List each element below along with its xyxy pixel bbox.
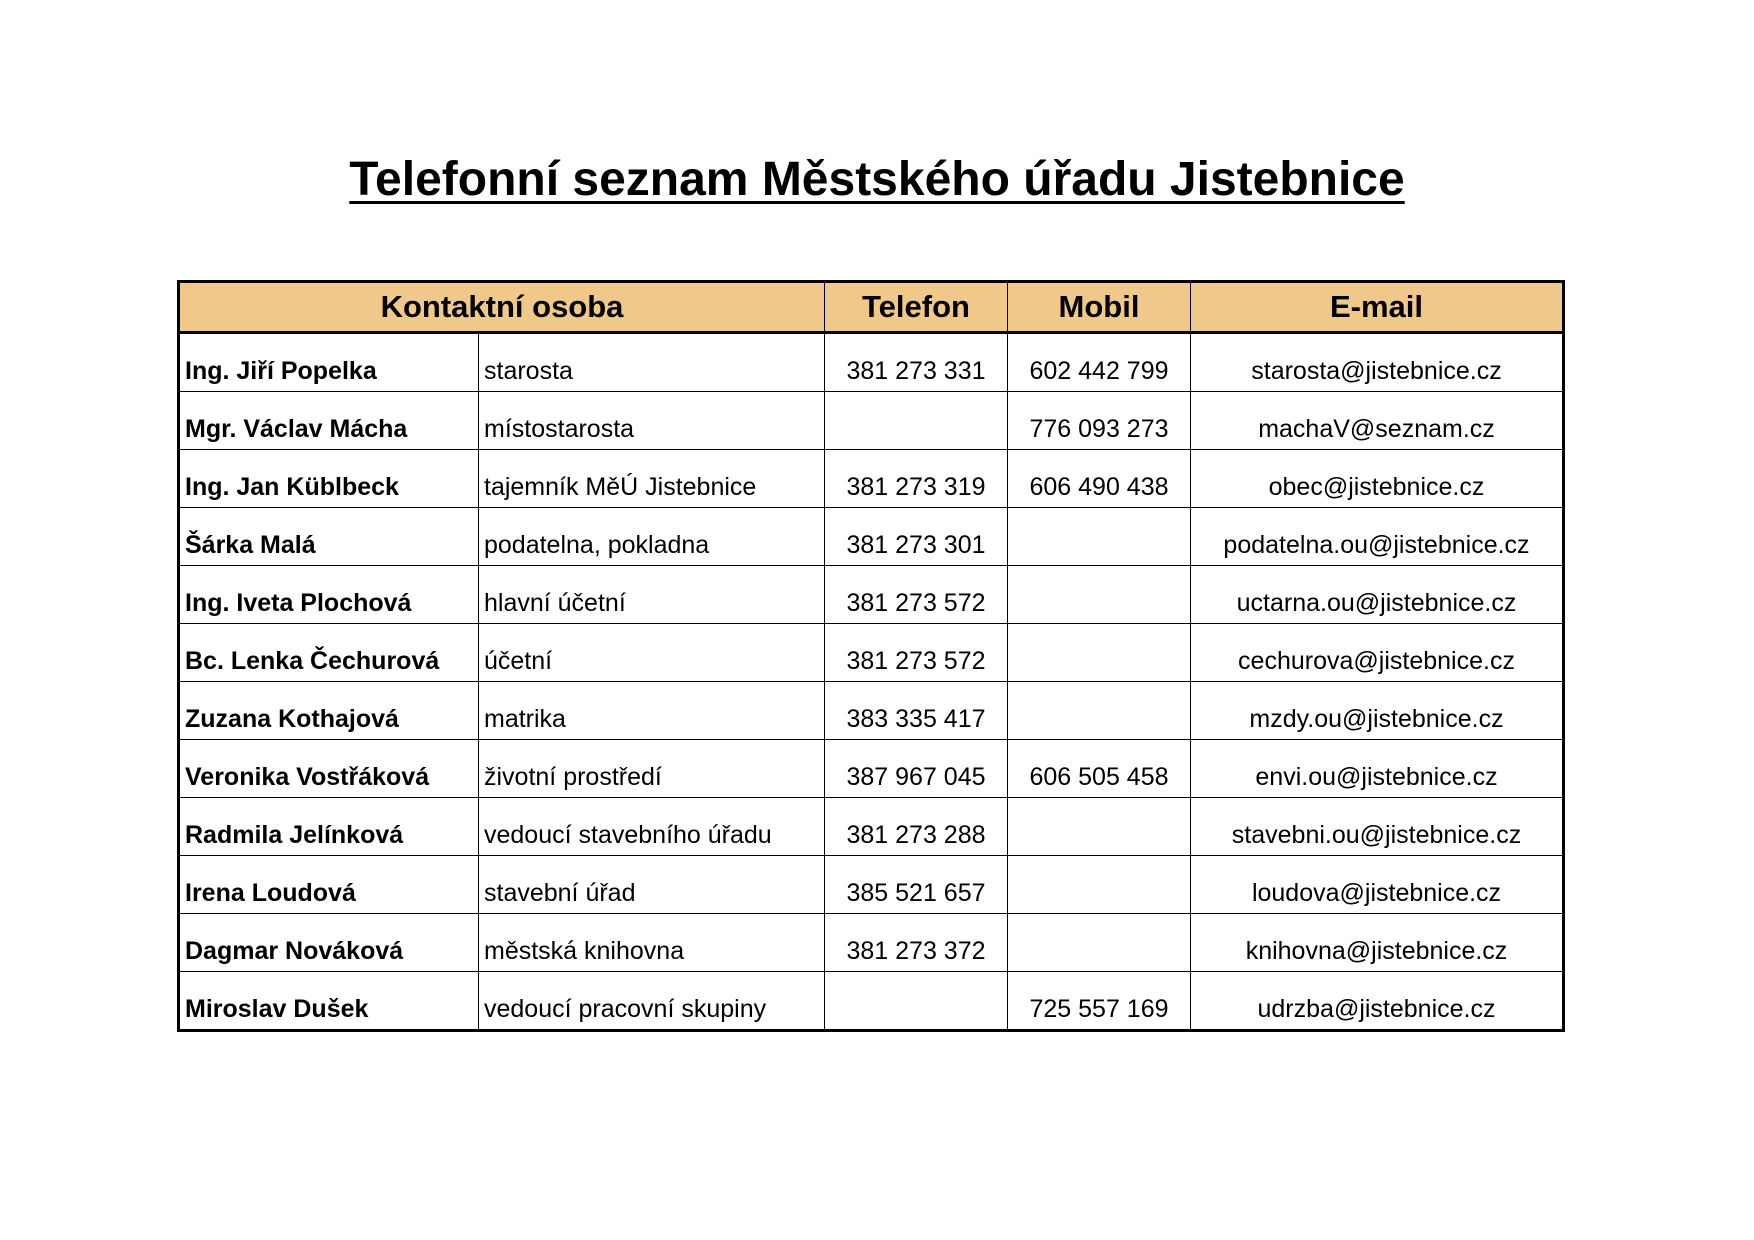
contact-role: účetní (479, 624, 825, 682)
contact-phone: 381 273 301 (825, 508, 1008, 566)
contact-name: Miroslav Dušek (179, 972, 479, 1031)
table-row (179, 740, 1564, 798)
contact-role: místostarosta (479, 392, 825, 450)
table-row (179, 914, 1564, 972)
contact-phone: 381 273 572 (825, 566, 1008, 624)
contact-mobile (1008, 798, 1191, 856)
contact-phone: 381 273 319 (825, 450, 1008, 508)
contact-email: knihovna@jistebnice.cz (1191, 914, 1564, 972)
contact-role: životní prostředí (479, 740, 825, 798)
contact-phone: 381 273 288 (825, 798, 1008, 856)
contact-email: cechurova@jistebnice.cz (1191, 624, 1564, 682)
table-row (179, 624, 1564, 682)
page-title (0, 150, 1754, 210)
table-row (179, 682, 1564, 740)
table-row (179, 450, 1564, 508)
table-row (179, 972, 1564, 1031)
contact-email: udrzba@jistebnice.cz (1191, 972, 1564, 1031)
contact-role: matrika (479, 682, 825, 740)
contacts-table (177, 280, 1565, 1032)
contact-mobile: 776 093 273 (1008, 392, 1191, 450)
contact-mobile (1008, 682, 1191, 740)
contact-phone (825, 392, 1008, 450)
contact-mobile: 725 557 169 (1008, 972, 1191, 1031)
header-email: E-mail (1191, 282, 1564, 333)
header-mobile: Mobil (1008, 282, 1191, 333)
contact-mobile (1008, 624, 1191, 682)
contact-mobile: 606 490 438 (1008, 450, 1191, 508)
page-title-text: Telefonní seznam Městského úřadu Jistebnice (349, 153, 1405, 206)
contact-email: starosta@jistebnice.cz (1191, 333, 1564, 392)
contact-name: Šárka Malá (179, 508, 479, 566)
contact-phone: 381 273 372 (825, 914, 1008, 972)
table-row (179, 566, 1564, 624)
header-phone: Telefon (825, 282, 1008, 333)
table-body (179, 333, 1564, 1031)
contact-phone: 381 273 331 (825, 333, 1008, 392)
contact-name: Ing. Iveta Plochová (179, 566, 479, 624)
contact-role: stavební úřad (479, 856, 825, 914)
contact-name: Irena Loudová (179, 856, 479, 914)
contact-email: obec@jistebnice.cz (1191, 450, 1564, 508)
table-header-row (179, 282, 1564, 333)
contact-name: Zuzana Kothajová (179, 682, 479, 740)
contact-mobile (1008, 508, 1191, 566)
contact-name: Ing. Jiří Popelka (179, 333, 479, 392)
table-row (179, 856, 1564, 914)
contact-role: starosta (479, 333, 825, 392)
table-row (179, 333, 1564, 392)
contact-email: loudova@jistebnice.cz (1191, 856, 1564, 914)
table-row (179, 798, 1564, 856)
contact-phone (825, 972, 1008, 1031)
contact-phone: 381 273 572 (825, 624, 1008, 682)
contact-mobile (1008, 914, 1191, 972)
contact-name: Ing. Jan Küblbeck (179, 450, 479, 508)
contact-role: hlavní účetní (479, 566, 825, 624)
contact-mobile (1008, 856, 1191, 914)
contact-email: podatelna.ou@jistebnice.cz (1191, 508, 1564, 566)
contact-role: vedoucí pracovní skupiny (479, 972, 825, 1031)
contact-role: tajemník MěÚ Jistebnice (479, 450, 825, 508)
contact-email: machaV@seznam.cz (1191, 392, 1564, 450)
contact-role: vedoucí stavebního úřadu (479, 798, 825, 856)
contact-name: Veronika Vostřáková (179, 740, 479, 798)
contact-phone: 383 335 417 (825, 682, 1008, 740)
table-row (179, 392, 1564, 450)
contact-phone: 387 967 045 (825, 740, 1008, 798)
contact-role: městská knihovna (479, 914, 825, 972)
contact-name: Radmila Jelínková (179, 798, 479, 856)
contact-email: stavebni.ou@jistebnice.cz (1191, 798, 1564, 856)
table-row (179, 508, 1564, 566)
contact-email: mzdy.ou@jistebnice.cz (1191, 682, 1564, 740)
contact-phone: 385 521 657 (825, 856, 1008, 914)
header-contact-person: Kontaktní osoba (179, 282, 825, 333)
contact-email: uctarna.ou@jistebnice.cz (1191, 566, 1564, 624)
contact-mobile: 606 505 458 (1008, 740, 1191, 798)
contact-email: envi.ou@jistebnice.cz (1191, 740, 1564, 798)
contact-name: Bc. Lenka Čechurová (179, 624, 479, 682)
contact-mobile (1008, 566, 1191, 624)
contact-role: podatelna, pokladna (479, 508, 825, 566)
contact-name: Mgr. Václav Mácha (179, 392, 479, 450)
contact-mobile: 602 442 799 (1008, 333, 1191, 392)
contact-name: Dagmar Nováková (179, 914, 479, 972)
